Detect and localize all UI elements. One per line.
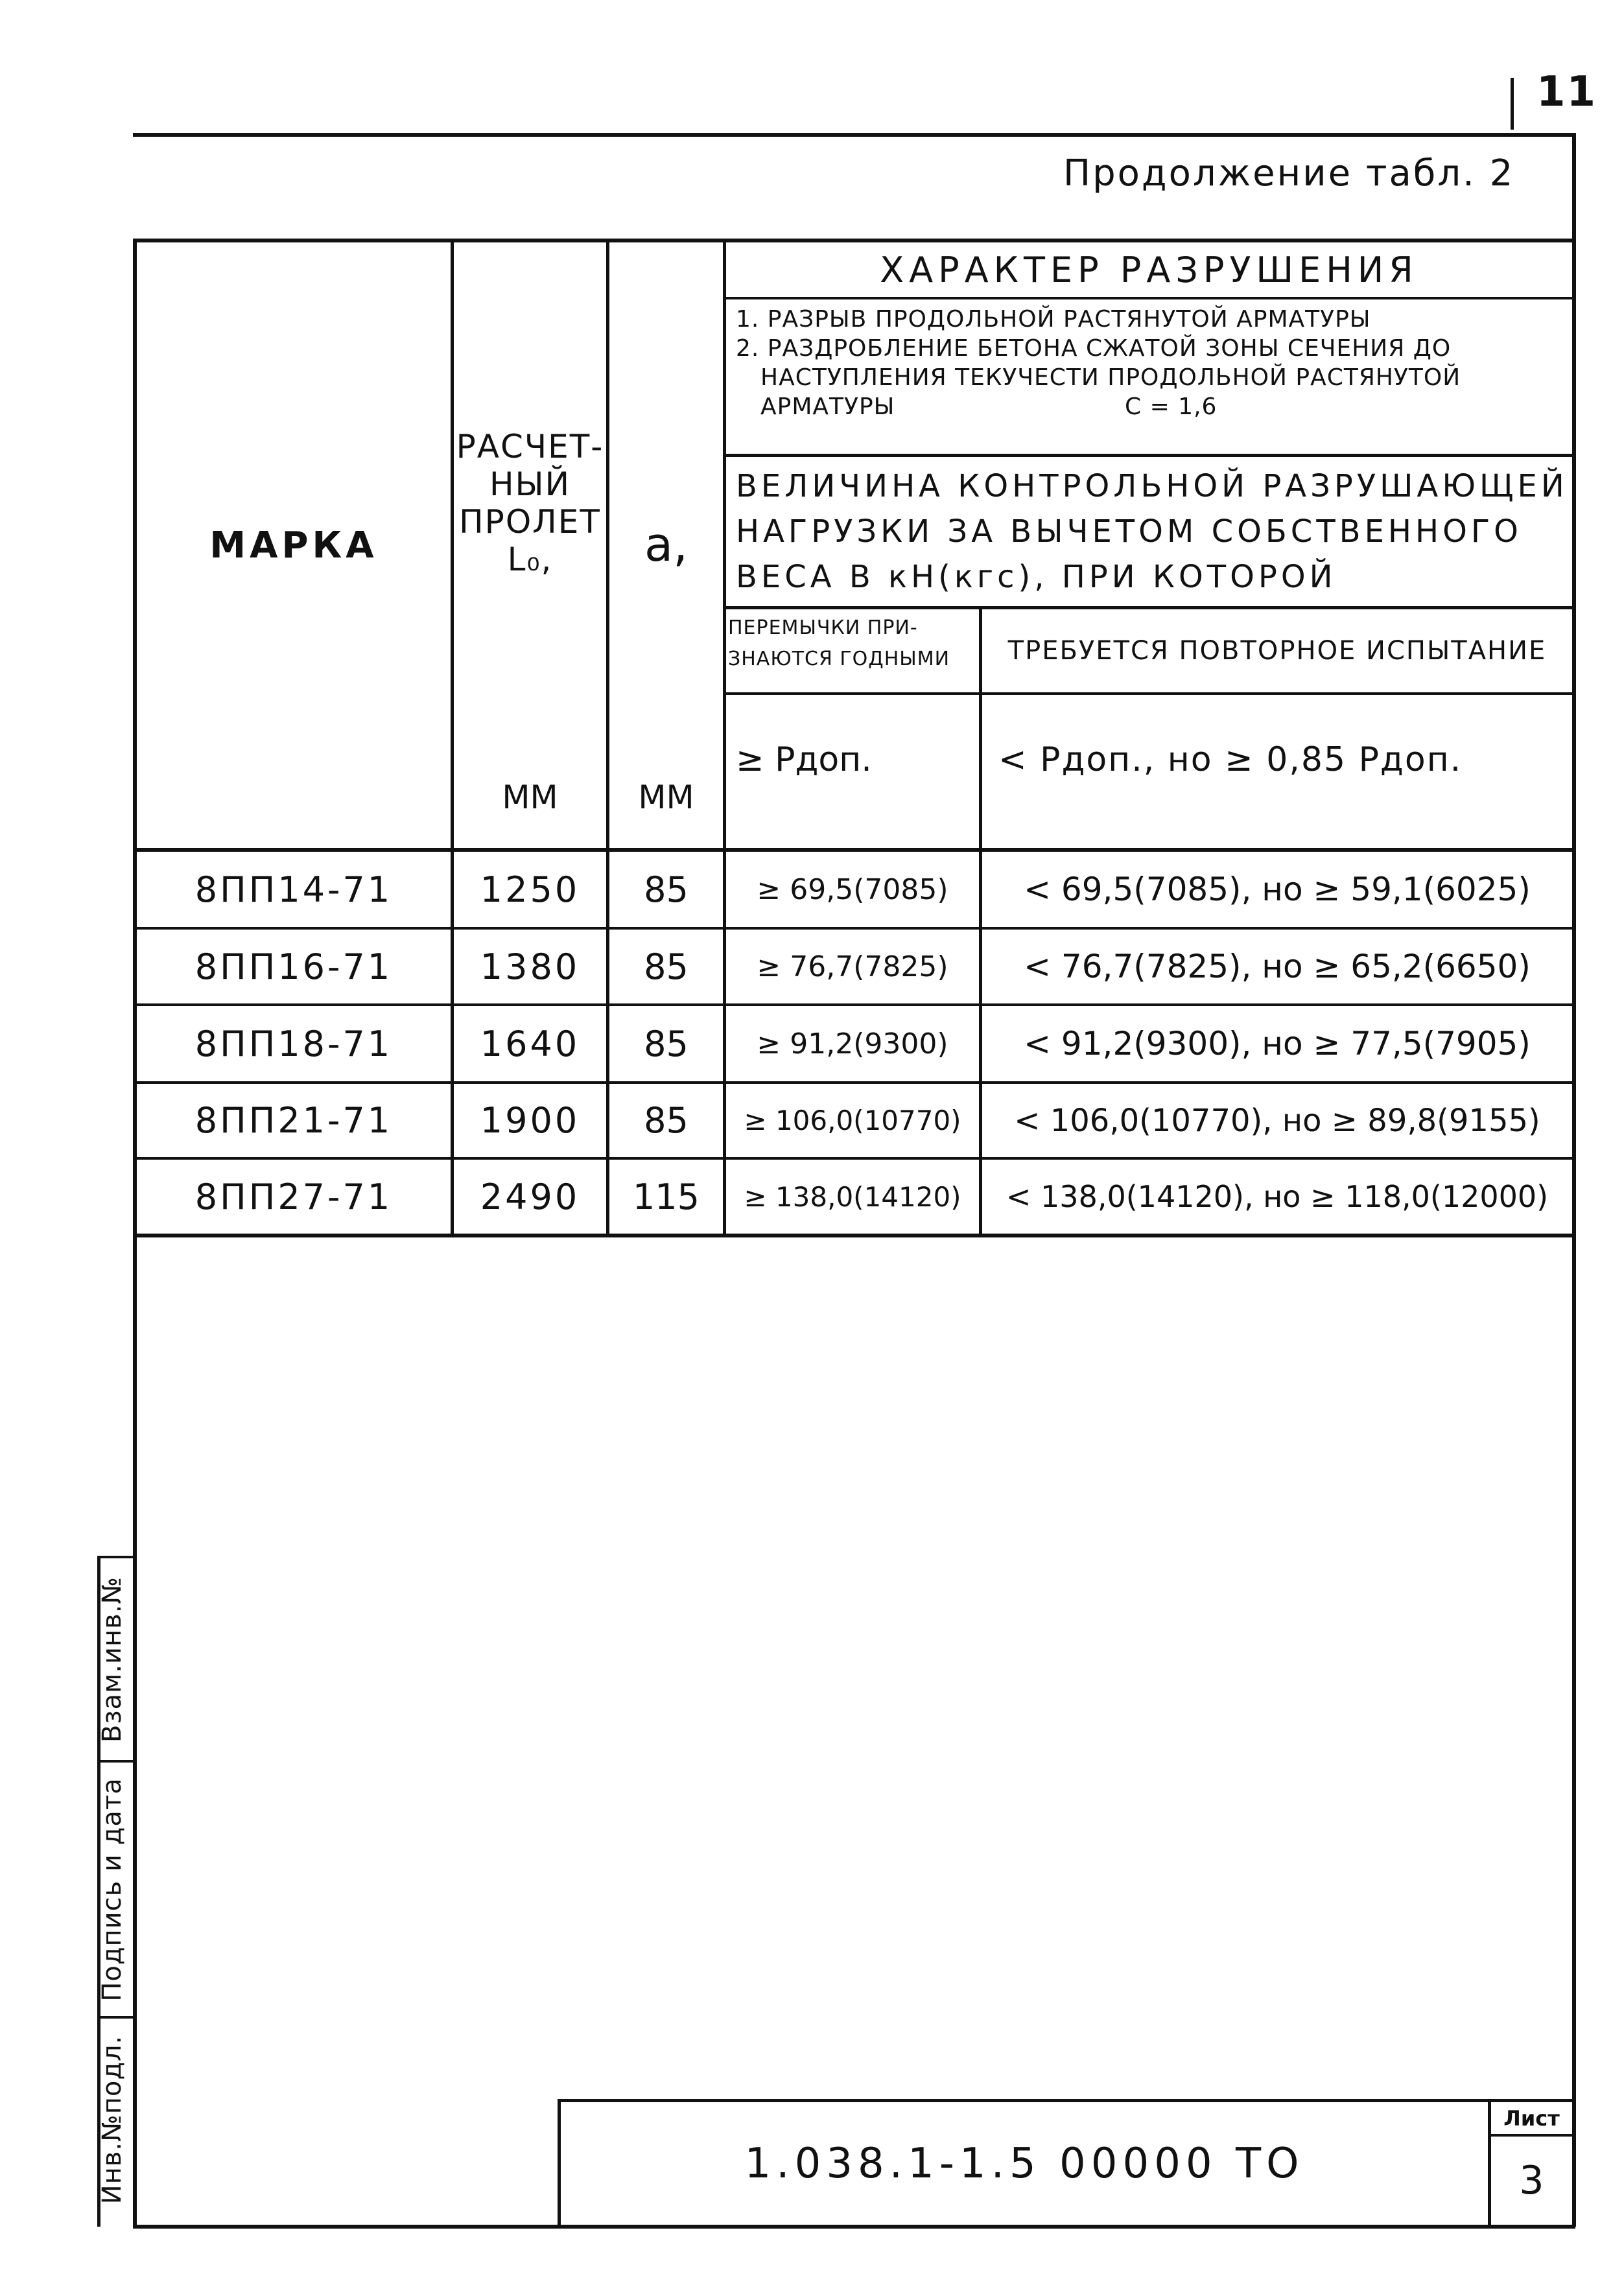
cell-accept: ≥ 91,2(9300) <box>757 1027 948 1060</box>
cell-accept: ≥ 69,5(7085) <box>757 873 948 906</box>
page-number: 11 <box>1536 68 1597 116</box>
cell-retest: < 106,0(10770), но ≥ 89,8(9155) <box>1014 1102 1540 1139</box>
side-label-signature: Подпись и дата <box>97 1777 127 2002</box>
a-unit: ММ <box>638 779 694 816</box>
retest-header: ТРЕБУЕТСЯ ПОВТОРНОЕ ИСПЫТАНИЕ <box>1007 636 1547 666</box>
failure-line: 1. РАЗРЫВ ПРОДОЛЬНОЙ РАСТЯНУТОЙ АРМАТУРЫ <box>736 306 1371 333</box>
failure-description <box>736 305 1569 421</box>
accepted-header <box>728 613 978 675</box>
load-description <box>736 463 1569 600</box>
span-header-line: ПРОЛЕТ <box>459 503 601 541</box>
cell-span: 1640 <box>480 1023 580 1064</box>
cell-retest: < 69,5(7085), но ≥ 59,1(6025) <box>1024 871 1531 908</box>
span-header-line: L₀, <box>507 541 553 578</box>
cell-a: 85 <box>644 869 688 910</box>
continuation-title: Продолжение табл. 2 <box>1063 152 1515 194</box>
load-line: ВЕЛИЧИНА КОНТРОЛЬНОЙ РАЗРУШАЮЩЕЙ <box>736 468 1568 504</box>
cell-accept: ≥ 76,7(7825) <box>757 950 948 983</box>
cell-mark: 8ПП18-71 <box>194 1023 393 1064</box>
cell-a: 85 <box>644 1023 688 1064</box>
side-label-replaced: Взам.инв.№ <box>97 1576 127 1743</box>
cell-a: 85 <box>644 946 688 987</box>
cell-accept: ≥ 138,0(14120) <box>744 1180 961 1213</box>
failure-title: ХАРАКТЕР РАЗРУШЕНИЯ <box>880 249 1418 290</box>
column-header-span <box>454 428 606 578</box>
failure-line: НАСТУПЛЕНИЯ ТЕКУЧЕСТИ ПРОДОЛЬНОЙ РАСТЯНУТОЙ <box>760 364 1461 391</box>
retest-condition: < Рдоп., но ≥ 0,85 Рдоп. <box>998 740 1463 779</box>
accepted-line: ЗНАЮТСЯ ГОДНЫМИ <box>728 648 950 670</box>
failure-line: 2. РАЗДРОБЛЕНИЕ БЕТОНА СЖАТОЙ ЗОНЫ СЕЧЕНИЯ ДО <box>736 335 1452 362</box>
accepted-line: ПЕРЕМЫЧКИ ПРИ- <box>728 616 918 639</box>
sheet-number: 3 <box>1519 2158 1544 2203</box>
cell-retest: < 138,0(14120), но ≥ 118,0(12000) <box>1006 1179 1549 1214</box>
span-header-line: РАСЧЕТ- <box>456 428 604 465</box>
side-label-inv: Инв.№подл. <box>97 2035 127 2205</box>
load-line: ВЕСА В кН(кгс), ПРИ КОТОРОЙ <box>736 559 1337 595</box>
accepted-condition: ≥ Рдоп. <box>736 740 872 779</box>
cell-a: 115 <box>632 1176 700 1217</box>
cell-mark: 8ПП27-71 <box>194 1176 393 1217</box>
load-line: НАГРУЗКИ ЗА ВЫЧЕТОМ СОБСТВЕННОГО <box>736 513 1522 550</box>
failure-line-last: АРМАТУРЫ <box>760 393 895 420</box>
document-code: 1.038.1-1.5 00000 ТО <box>744 2140 1304 2188</box>
cell-retest: < 91,2(9300), но ≥ 77,5(7905) <box>1024 1025 1531 1062</box>
cell-retest: < 76,7(7825), но ≥ 65,2(6650) <box>1024 948 1531 985</box>
span-header-line: НЫЙ <box>489 465 571 503</box>
span-unit: ММ <box>502 779 558 816</box>
cell-mark: 8ПП16-71 <box>194 946 393 987</box>
c-value: С = 1,6 <box>1125 393 1218 420</box>
sheet-label: Лист <box>1503 2105 1560 2131</box>
cell-a: 85 <box>644 1100 688 1141</box>
failure-line <box>736 392 1569 421</box>
cell-span: 2490 <box>480 1176 580 1217</box>
column-header-a: a, <box>644 517 688 572</box>
cell-mark: 8ПП21-71 <box>194 1100 393 1141</box>
cell-span: 1380 <box>480 946 580 987</box>
cell-span: 1900 <box>480 1100 580 1141</box>
cell-span: 1250 <box>480 869 580 910</box>
column-header-mark: МАРКА <box>209 524 378 567</box>
cell-mark: 8ПП14-71 <box>194 869 393 910</box>
cell-accept: ≥ 106,0(10770) <box>744 1105 961 1136</box>
